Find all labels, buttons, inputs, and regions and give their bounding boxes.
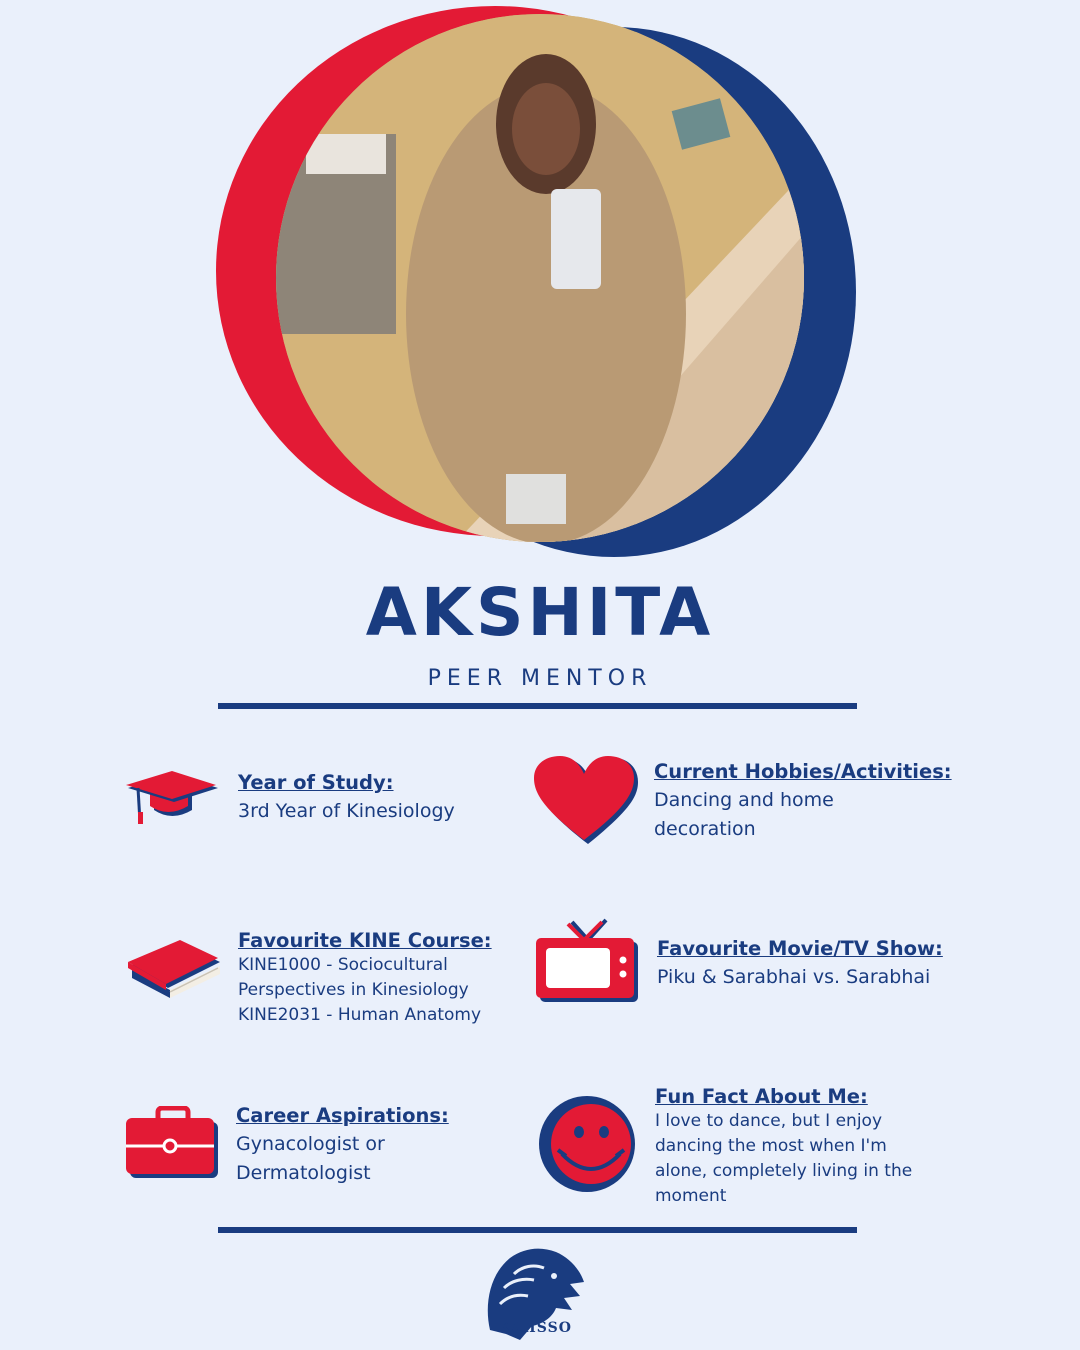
book-icon [124, 936, 222, 1004]
divider-bottom [218, 1227, 857, 1233]
smiley-icon [534, 1094, 640, 1198]
hobbies-text [654, 786, 834, 844]
course-line: Perspectives in Kinesiology [238, 980, 469, 1000]
course-line: KINE2031 - Human Anatomy [238, 1005, 482, 1025]
mentor-role: PEER MENTOR [427, 666, 653, 691]
year-of-study-text [238, 797, 455, 826]
career-line: Dermatologist [236, 1162, 371, 1184]
briefcase-icon [124, 1106, 220, 1184]
funfact-line: alone, completely living in the [655, 1161, 913, 1181]
funfact-text [655, 1109, 912, 1209]
funfact-line: I love to dance, but I enjoy [655, 1111, 883, 1131]
career-title: Career Aspirations: [236, 1104, 449, 1127]
course-title: Favourite KINE Course: [238, 929, 492, 952]
course-text [238, 953, 481, 1028]
hobbies-title: Current Hobbies/Activities: [654, 760, 952, 783]
logo-text: KAHSSO [498, 1320, 572, 1336]
year-of-study-line: 3rd Year of Kinesiology [238, 800, 455, 822]
hobbies-line: decoration [654, 818, 756, 840]
career-line: Gynacologist or [236, 1133, 385, 1155]
divider-top [218, 703, 857, 709]
career-text [236, 1130, 385, 1188]
year-of-study-title: Year of Study: [238, 771, 394, 794]
funfact-line: dancing the most when I'm [655, 1136, 887, 1156]
tv-icon [534, 918, 640, 1008]
funfact-line: moment [655, 1186, 727, 1206]
movie-text [657, 963, 930, 992]
movie-line: Piku & Sarabhai vs. Sarabhai [657, 966, 931, 988]
movie-title: Favourite Movie/TV Show: [657, 937, 943, 960]
course-line: KINE1000 - Sociocultural [238, 955, 448, 975]
graduation-cap-icon [124, 768, 220, 832]
profile-photo [276, 14, 804, 542]
mentor-name: AKSHITA [365, 574, 715, 651]
hobbies-line: Dancing and home [654, 789, 834, 811]
funfact-title: Fun Fact About Me: [655, 1085, 868, 1108]
heart-icon [534, 754, 638, 850]
